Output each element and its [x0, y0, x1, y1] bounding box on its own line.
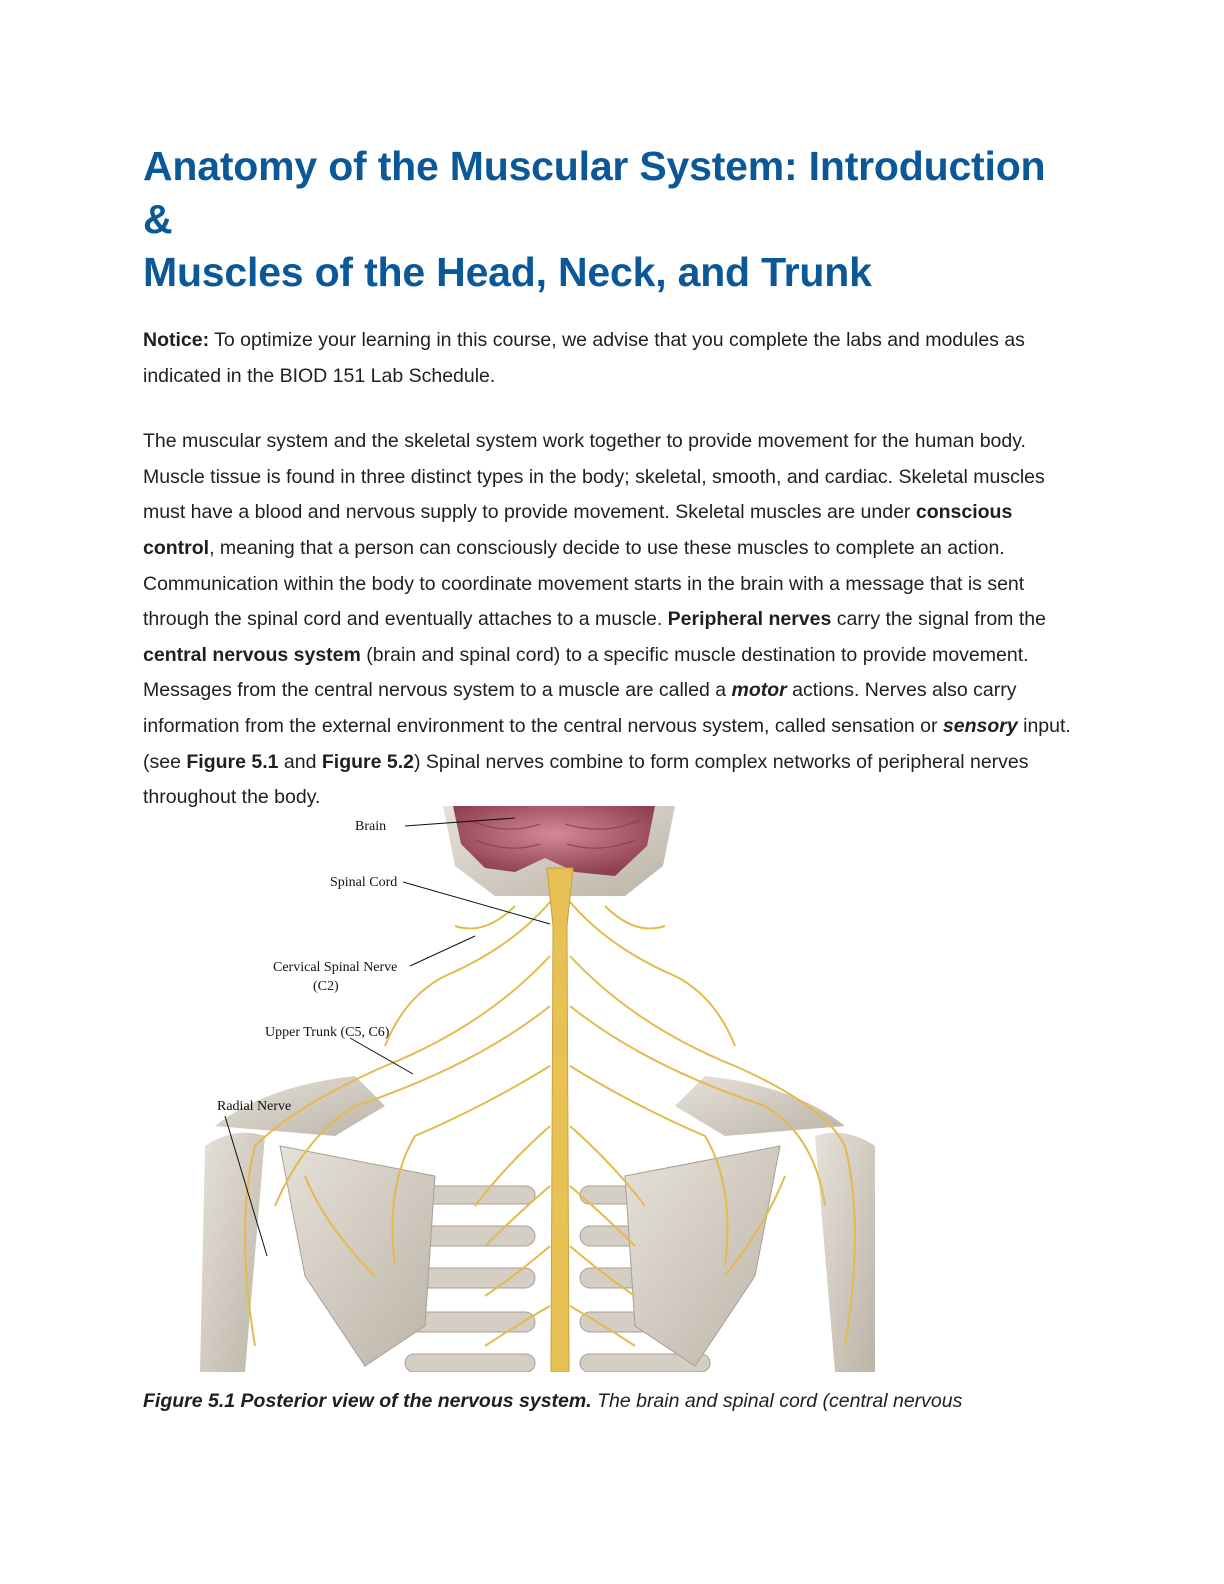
term-peripheral-nerves: Peripheral nerves	[667, 608, 832, 631]
figure-ref-5-2: Figure 5.2	[321, 750, 414, 773]
caption-title: Figure 5.1 Posterior view of the nervous system.	[143, 1390, 592, 1412]
title-line-2: Muscles of the Head, Neck, and Trunk	[143, 249, 872, 295]
para-text: and	[278, 750, 322, 773]
right-clavicle	[675, 1076, 845, 1136]
right-scapula	[625, 1146, 780, 1366]
term-central-nervous-system: central nervous system	[143, 643, 361, 666]
term-sensory: sensory	[942, 714, 1018, 737]
nervous-system-illustration	[185, 806, 875, 1372]
notice-paragraph	[143, 323, 1073, 394]
document-page	[143, 140, 1073, 816]
para-text: (brain and spinal cord) to a specific muscle destination to provide movement. Messages from the central nervous system to a muscle are called a	[143, 643, 1029, 702]
notice-text: To optimize your learning in this course, we advise that you complete the labs and modules as indicated in the BIOD 151 Lab Schedule.	[143, 329, 1025, 387]
label-spinal-cord: Spinal Cord	[330, 875, 398, 890]
left-humerus	[200, 1133, 265, 1372]
para-text: carry the signal from the	[831, 608, 1046, 631]
para-text: actions. Nerves also carry information from the external environment to the central nervous system, called sensation or	[143, 679, 1017, 737]
para-text: input. (see	[143, 714, 1071, 773]
nervous-system-figure	[185, 806, 875, 1372]
para-text: The muscular system and the skeletal system work together to provide movement for the human body. Muscle tissue is found in three distinct types in the body; skeletal, smooth, and cardiac. Skeletal muscles must have a blood and nervous supply to provide movement. Skeletal muscles are under	[143, 430, 1045, 524]
para-text: , meaning that a person can consciously decide to use these muscles to complete an action. Communication within the body to coordinate movement starts in the brain with a message that is sent through the spinal cord and eventually attaches to a muscle.	[143, 536, 1025, 631]
figure-ref-5-1: Figure 5.1	[186, 750, 279, 773]
intro-paragraph	[143, 424, 1073, 816]
figure-caption	[143, 1386, 1103, 1416]
label-brain: Brain	[355, 819, 387, 834]
spinal-cord-shape	[547, 868, 573, 1372]
title-line-1: Anatomy of the Muscular System: Introduction &	[143, 143, 1046, 242]
label-cervical-spinal-nerve: Cervical Spinal Nerve	[273, 960, 398, 975]
term-motor: motor	[731, 679, 787, 702]
right-humerus	[815, 1133, 875, 1372]
page-title	[143, 140, 1073, 299]
term-conscious-control: conscious control	[143, 501, 1013, 559]
label-radial-nerve: Radial Nerve	[217, 1099, 292, 1114]
caption-text: The brain and spinal cord (central nervous	[591, 1390, 963, 1412]
label-upper-trunk: Upper Trunk (C5, C6)	[265, 1025, 390, 1040]
notice-label: Notice:	[143, 329, 210, 351]
para-text: ) Spinal nerves combine to form complex networks of peripheral nerves throughout the body.	[143, 750, 1029, 809]
label-cervical-sub: (C2)	[313, 979, 339, 994]
